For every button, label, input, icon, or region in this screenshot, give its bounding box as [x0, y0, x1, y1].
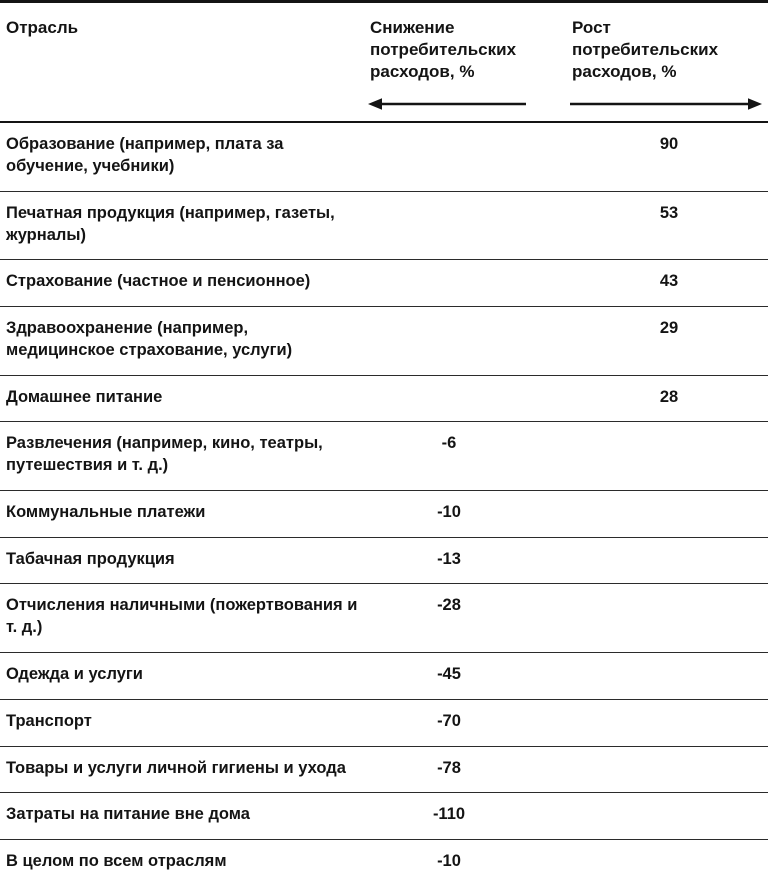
increase-value: 29	[659, 319, 679, 338]
table-row	[0, 746, 768, 793]
decrease-value: -78	[437, 758, 461, 777]
industry-cell: Табачная продукция	[6, 549, 175, 568]
industry-cell: Печатная продукция (например, газеты, журналы)	[6, 203, 335, 244]
industry-cell: Домашнее питание	[6, 387, 163, 406]
decrease-value: -10	[437, 852, 461, 871]
column-header-decrease-block	[368, 17, 530, 111]
decrease-value: -45	[437, 665, 461, 683]
industry-cell: Отчисления наличными (пожертвования и т. д.)	[6, 596, 358, 637]
industry-cell: Здравоохранение (например, медицинское страхование, услуги)	[6, 319, 293, 359]
table-row	[0, 421, 768, 490]
table-row	[0, 123, 768, 191]
industry-cell: Товары и услуги личной гигиены и ухода	[6, 758, 346, 777]
industry-cell: Затраты на питание вне дома	[6, 805, 250, 824]
increase-value: 53	[659, 203, 679, 222]
increase-value: 28	[659, 387, 679, 406]
table-row	[0, 490, 768, 537]
column-header-increase-block	[570, 17, 768, 111]
industry-cell: Коммунальные платежи	[6, 502, 206, 521]
decrease-value: -110	[432, 805, 466, 824]
column-header-increase: Рост потребительских расходов, %	[572, 18, 719, 82]
decrease-value: -28	[437, 596, 461, 615]
industry-cell: Транспорт	[6, 711, 92, 730]
decrease-value: -70	[437, 711, 461, 730]
table-row	[0, 839, 768, 879]
industry-cell: Одежда и услуги	[6, 665, 143, 683]
table-row	[0, 306, 768, 375]
table-body	[0, 123, 768, 879]
table-row	[0, 792, 768, 839]
column-header-industry: Отрасль	[6, 18, 79, 37]
industry-cell: В целом по всем отраслям	[6, 852, 227, 871]
increase-value: 43	[659, 272, 679, 291]
industry-cell: Развлечения (например, кино, театры, путешествия и т. д.)	[6, 434, 323, 475]
decrease-value: -10	[437, 502, 461, 521]
industry-cell: Образование (например, плата за обучение, учебники)	[6, 135, 284, 176]
table-row	[0, 375, 768, 422]
right-arrow-icon	[570, 97, 768, 111]
table-header-row	[0, 3, 768, 121]
table-row	[0, 537, 768, 584]
table-row	[0, 652, 768, 699]
decrease-value: -13	[437, 549, 461, 568]
increase-value: 90	[659, 135, 679, 154]
industry-cell: Страхование (частное и пенсионное)	[6, 272, 311, 291]
table-row	[0, 699, 768, 746]
table-row	[0, 583, 768, 652]
left-arrow-icon	[368, 97, 530, 111]
table-row	[0, 191, 768, 260]
column-header-decrease: Снижение потребительских расходов, %	[370, 18, 517, 82]
decrease-value: -6	[441, 434, 457, 453]
table-row	[0, 259, 768, 306]
